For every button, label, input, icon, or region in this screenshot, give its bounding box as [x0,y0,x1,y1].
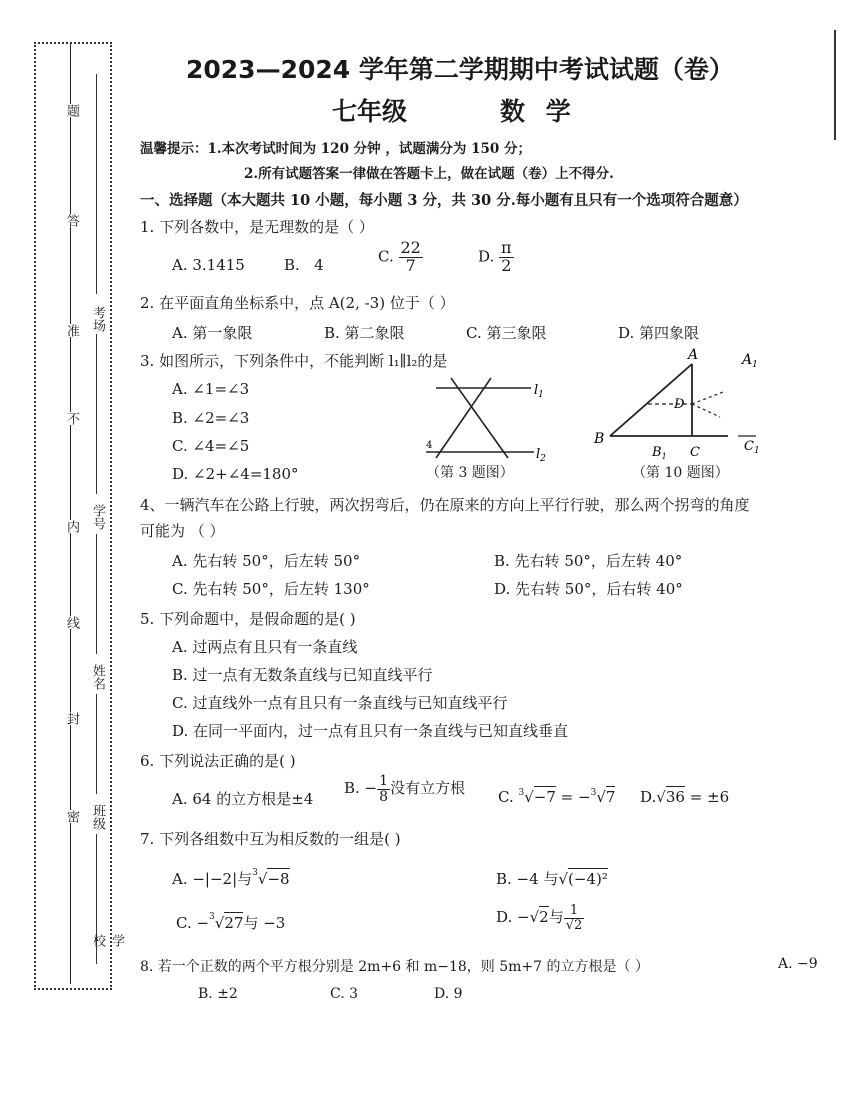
notice-label: 温馨提示： [140,141,208,157]
question-3: 3. 如图所示，下列条件中，不能判断 l₁∥l₂的是 [140,352,448,370]
field-school: 学校 [90,934,124,947]
q6-option-c: C. $^3$√−7 = −$^3$√7 [498,788,616,806]
question-4: 4、一辆汽车在公路上行驶，两次拐弯后，仍在原来的方向上平行行驶，那么两个拐弯的角度 [140,496,750,514]
figure-10-caption: （第 10 题图） [632,465,729,481]
notice-line-1: 温馨提示：1.本次考试时间为 120 分钟 ，试题满分为 150 分； [140,141,531,157]
q5-option-d: D. 在同一平面内，过一点有且只有一条直线与已知直线垂直 [172,722,569,740]
question-1: 1. 下列各数中，是无理数的是（ ） [140,218,374,236]
fig10-a1-label: $A_1$ [742,352,758,370]
question-2: 2. 在平面直角坐标系中，点 A(2, -3) 位于（ ） [140,294,455,312]
field-class: 班级 [90,804,105,830]
question-8: 8. 若一个正数的两个平方根分别是 2m+6 和 m−18，则 5m+7 的立方根是（ ） [140,959,649,975]
fig3-l1-label: $l_1$ [534,383,544,400]
q2-option-b: B. 第二象限 [324,324,405,342]
q2-option-a: A. 第一象限 [172,324,253,342]
q5-option-a: A. 过两点有且只有一条直线 [172,638,358,656]
q8-option-b: B. ±2 [198,986,238,1002]
q3-option-a: A. ∠1=∠3 [172,380,250,398]
q5-option-b: B. 过一点有无数条直线与已知直线平行 [172,666,433,684]
q8-option-c: C. 3 [330,986,359,1002]
name-line [96,534,97,654]
grade-label: 七年级 [332,97,408,126]
section-1-heading: 一、选择题（本大题共 10 小题，每小题 3 分，共 30 分.每小题有且只有一个选项符合题意） [140,192,748,209]
q7-option-c: C. −$^3$√27与 −3 [176,912,286,932]
fig10-b-label: B [594,431,605,447]
q6-option-d: D.√36 = ±6 [640,788,730,806]
seal-char: 封 [64,712,79,725]
exam-room-line [96,74,97,294]
question-6: 6. 下列说法正确的是( ) [140,752,296,770]
fig10-c-label: C [690,445,700,460]
student-id-line [96,334,97,494]
class-line [96,694,97,794]
q7-option-d: D. −√2与 $\frac{1}{√2}$ [496,903,583,933]
field-exam-room: 考场 [90,306,105,332]
q1-option-a: A. 3.1415 [172,256,245,274]
field-student-id: 学号 [90,504,105,530]
page-edge-line [834,30,836,140]
question-4-cont: 可能为 （ ） [140,522,225,540]
q4-option-d: D. 先右转 50°，后右转 40° [494,580,683,598]
fig10-d-label: D [674,397,685,412]
seal-char: 准 [64,324,79,337]
subject-label: 数 学 [500,97,577,126]
q1-option-b: B. 4 [284,256,324,274]
figure-3-diagram [416,370,556,465]
q3-option-c: C. ∠4=∠5 [172,437,250,455]
fig10-a-label: A [688,347,699,363]
q3-option-d: D. ∠2+∠4=180° [172,465,299,483]
q2-option-d: D. 第四象限 [618,324,700,342]
q8-option-d: D. 9 [434,986,463,1002]
q5-option-c: C. 过直线外一点有且只有一条直线与已知直线平行 [172,694,508,712]
q4-option-b: B. 先右转 50°，后左转 40° [494,552,683,570]
q1-option-d: D. $\frac{\pi}{2}$ [478,238,512,275]
notice-line-2: 2.所有试题答案一律做在答题卡上，做在试题（卷）上不得分. [244,166,614,182]
q8-option-a: A. −9 [778,956,818,972]
q4-option-a: A. 先右转 50°，后左转 50° [172,552,361,570]
seal-char: 不 [64,412,79,425]
fig3-l2-label: $l_2$ [536,447,546,464]
figure-3-caption: （第 3 题图） [426,465,514,481]
field-name: 姓名 [90,664,105,690]
q7-option-a: A. −|−2|与$^3$√−8 [172,868,290,888]
fig10-c1-label: $C_1$ [744,439,760,456]
q1-option-c: C. $\frac{22}{7}$ [378,238,421,275]
seal-char: 答 [64,214,79,227]
exam-title: 2023—2024 学年第二学期期中考试试题（卷） [186,55,734,84]
q2-option-c: C. 第三象限 [466,324,547,342]
fig3-angle-label: 4 [426,440,433,451]
question-7: 7. 下列各组数中互为相反数的一组是( ) [140,830,401,848]
seal-char: 线 [64,616,79,629]
seal-char: 内 [64,520,79,533]
q4-option-c: C. 先右转 50°，后左转 130° [172,580,370,598]
q3-option-b: B. ∠2=∠3 [172,409,250,427]
q6-option-a: A. 64 的立方根是±4 [172,790,314,808]
seal-char: 密 [64,810,79,823]
seal-line [70,44,71,984]
question-5: 5. 下列命题中，是假命题的是( ) [140,610,356,628]
q6-option-b: B. − $\frac{1}{8}$ 没有立方根 [344,773,466,805]
fig10-b1-label: $B_1$ [652,445,667,461]
seal-char: 题 [64,104,79,117]
q7-option-b: B. −4 与√(−4)² [496,870,608,888]
figure-10-diagram [588,342,778,462]
binding-margin [34,42,124,990]
